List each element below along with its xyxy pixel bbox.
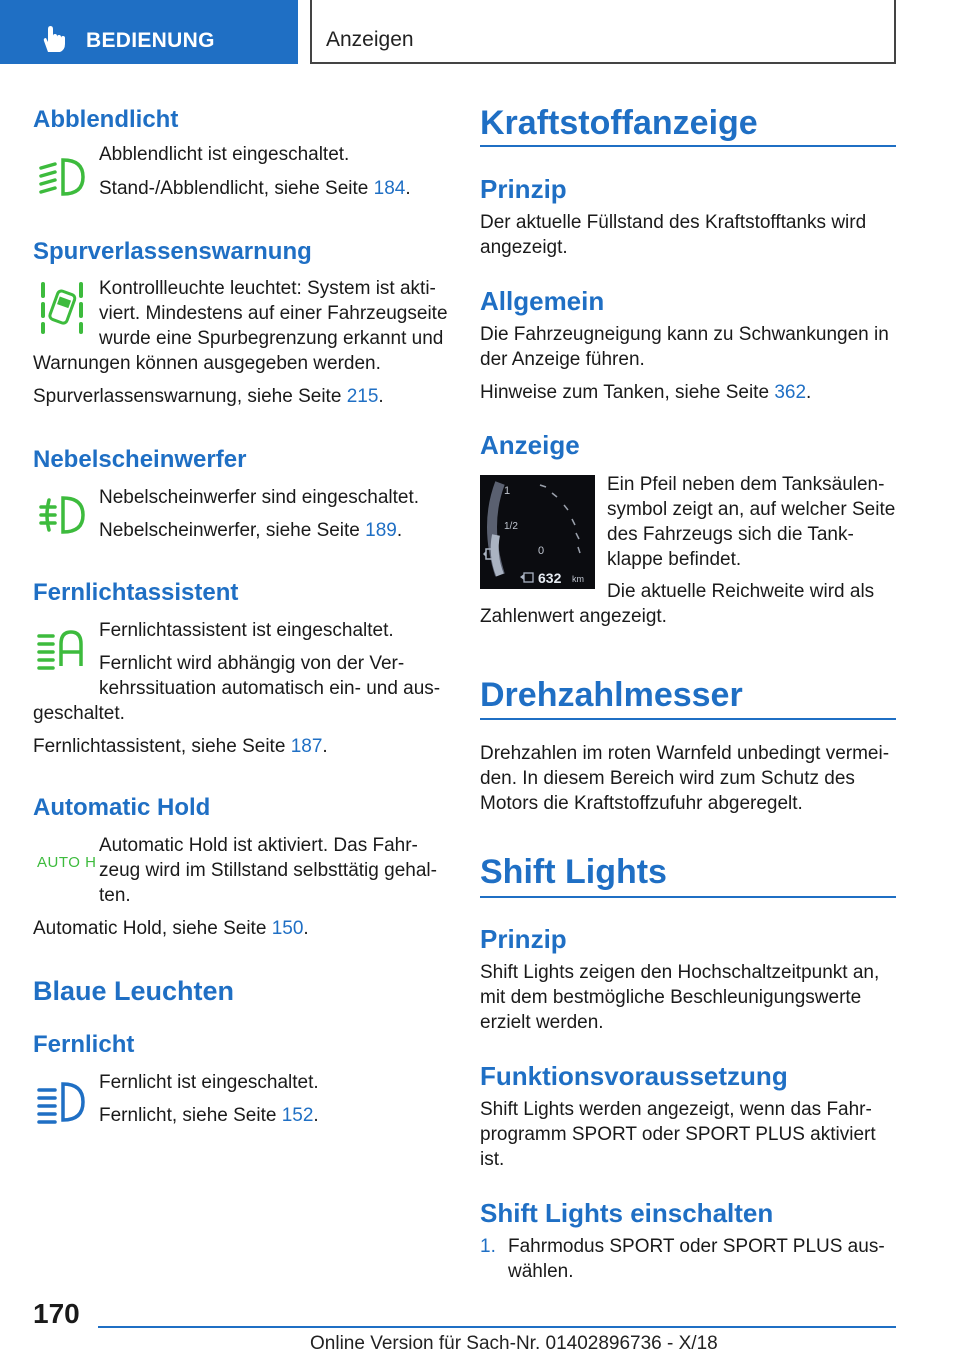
autohold-text-1: Automatic Hold ist aktiviert. Das Fahr- — [99, 835, 418, 856]
allgemein-heading: Allgemein — [480, 286, 605, 316]
shift-lights-heading: Shift Lights — [480, 853, 667, 891]
tanken-ref — [480, 380, 811, 405]
lane-departure-icon — [37, 280, 87, 334]
fuel-gauge-image — [480, 475, 595, 589]
anzeige-text-2: symbol zeigt an, auf welcher Seite — [607, 499, 896, 520]
spurverlassen-text-4: Warnungen können ausgegeben werden. — [33, 353, 381, 374]
ref-end: . — [378, 386, 384, 407]
abblendlicht-ref — [99, 176, 411, 201]
ref-text: Automatic Hold, siehe Seite — [33, 918, 272, 939]
ref-text: Fernlichtassistent, siehe Seite — [33, 736, 291, 757]
allgemein-text-1: Die Fahrzeugneigung kann zu Schwankungen in — [480, 324, 889, 345]
shift-einschalten-heading: Shift Lights einschalten — [480, 1198, 774, 1228]
funktionsvoraussetzung-heading: Funktionsvoraussetzung — [480, 1061, 788, 1091]
funk-text-1: Shift Lights werden angezeigt, wenn das Fahr- — [480, 1099, 872, 1120]
fernlichtassistent-text-1: Fernlichtassistent ist eingeschaltet. — [99, 620, 394, 641]
chapter-label: Anzeigen — [326, 28, 414, 51]
heading-rule — [480, 896, 896, 898]
anzeige-text-4: klappe befindet. — [607, 549, 742, 570]
ref-text: Nebelscheinwerfer, siehe Seite — [99, 520, 366, 541]
nebel-text: Nebelscheinwerfer sind eingeschaltet. — [99, 487, 420, 508]
fernlichtassistent-text-3: kehrssituation automatisch ein- und aus- — [99, 678, 441, 699]
nebel-heading: Nebelscheinwerfer — [33, 446, 247, 473]
anzeige-text-6: Zahlenwert angezeigt. — [480, 606, 667, 627]
anzeige-heading: Anzeige — [480, 430, 580, 460]
chapter-header — [310, 0, 896, 64]
autohold-ref — [33, 916, 309, 941]
auto-hold-icon: AUTO H — [37, 854, 97, 871]
anzeige-text-1: Ein Pfeil neben dem Tanksäulen- — [607, 474, 885, 495]
autohold-text-3: ten. — [99, 885, 131, 906]
fernlichtassistent-ref — [33, 734, 328, 759]
drehzahl-text-2: den. In diesem Bereich wird zum Schutz des — [480, 768, 855, 789]
ref-end: . — [806, 382, 812, 403]
fog-light-icon — [35, 494, 87, 536]
spurverlassen-text-2: viert. Mindestens auf einer Fahrzeugseite — [99, 303, 448, 324]
anzeige-text-5: Die aktuelle Reichweite wird als — [607, 581, 875, 602]
prinzip-text-2: angezeigt. — [480, 237, 568, 258]
ref-end: . — [396, 520, 403, 541]
step-number: 1. — [480, 1236, 496, 1257]
nebel-ref — [99, 518, 402, 543]
footer-version-text: Online Version für Sach-Nr. 01402896736 - X/18 — [310, 1333, 718, 1354]
drehzahl-text-1: Drehzahlen im roten Warnfeld unbedingt vermei- — [480, 743, 890, 764]
spurverlassen-heading: Spurverlassenswarnung — [33, 238, 312, 265]
section-tab[interactable] — [0, 0, 298, 64]
page-link[interactable]: 187 — [290, 736, 323, 757]
step-text-2: wählen. — [508, 1261, 574, 1282]
fernlichtassistent-heading: Fernlichtassistent — [33, 579, 239, 606]
range-value: 632 — [538, 570, 562, 586]
high-beam-assistant-icon — [35, 628, 87, 670]
spurverlassen-text-1: Kontrollleuchte leuchtet: System ist akti- — [99, 278, 436, 299]
page-link[interactable]: 150 — [271, 918, 304, 939]
heading-rule — [480, 718, 896, 720]
ref-end: . — [322, 736, 328, 757]
shift-prinzip-text-2: mit dem bestmögliche Beschleunigungswerte — [480, 987, 862, 1008]
drehzahlmesser-heading: Drehzahlmesser — [480, 676, 743, 714]
autohold-heading: Automatic Hold — [33, 794, 211, 821]
gauge-tick-half: 1/2 — [504, 521, 518, 532]
prinzip-heading: Prinzip — [480, 174, 567, 204]
abblendlicht-heading: Abblendlicht — [33, 106, 179, 133]
section-label: BEDIENUNG — [86, 29, 215, 52]
kraftstoffanzeige-heading: Kraftstoffanzeige — [480, 104, 758, 142]
spurverlassen-text-3: wurde eine Spurbegrenzung erkannt und — [99, 328, 444, 349]
abblendlicht-text: Abblendlicht ist eingeschaltet. — [99, 144, 350, 165]
anzeige-text-3: des Fahrzeugs sich die Tank- — [607, 524, 854, 545]
ref-end: . — [303, 918, 309, 939]
ref-end: . — [405, 178, 411, 199]
range-unit: km — [572, 574, 584, 584]
page-link[interactable]: 189 — [365, 520, 397, 541]
ref-end: . — [313, 1105, 319, 1126]
page-link[interactable]: 215 — [346, 386, 379, 407]
high-beam-icon — [35, 1080, 87, 1124]
gauge-tick-empty: 0 — [538, 545, 545, 557]
fernlicht-heading: Fernlicht — [33, 1031, 135, 1058]
allgemein-text-2: der Anzeige führen. — [480, 349, 645, 370]
ref-text: Spurverlassenswarnung, siehe Seite — [33, 386, 347, 407]
funk-text-2: programm SPORT oder SPORT PLUS aktiviert — [480, 1124, 876, 1145]
shift-prinzip-heading: Prinzip — [480, 924, 567, 954]
funk-text-3: ist. — [480, 1149, 505, 1170]
footer-rule — [98, 1326, 896, 1328]
fernlicht-ref — [99, 1103, 319, 1128]
prinzip-text-1: Der aktuelle Füllstand des Kraftstofftanks wird — [480, 212, 867, 233]
fernlicht-text: Fernlicht ist eingeschaltet. — [99, 1072, 319, 1093]
blaue-leuchten-heading: Blaue Leuchten — [33, 976, 235, 1006]
heading-rule — [480, 145, 896, 147]
ref-text: Fernlicht, siehe Seite — [99, 1105, 282, 1126]
hand-pointer-icon — [38, 24, 68, 54]
step-text-1: Fahrmodus SPORT oder SPORT PLUS aus- — [508, 1236, 885, 1257]
ref-text: Stand-/Abblendlicht, siehe Seite — [99, 178, 374, 199]
shift-prinzip-text-1: Shift Lights zeigen den Hochschaltzeitpunkt an, — [480, 962, 880, 983]
fernlichtassistent-text-2: Fernlicht wird abhängig von der Ver- — [99, 653, 405, 674]
autohold-text-2: zeug wird im Stillstand selbsttätig gehal- — [99, 860, 437, 881]
ref-text: Hinweise zum Tanken, siehe Seite — [480, 382, 775, 403]
page-number: 170 — [33, 1298, 80, 1329]
fernlichtassistent-text-4: geschaltet. — [33, 703, 125, 724]
gauge-tick-full: 1 — [504, 485, 511, 497]
low-beam-icon — [35, 156, 87, 198]
shift-prinzip-text-3: erzielt werden. — [480, 1012, 604, 1033]
drehzahl-text-3: Motors die Kraftstoffzufuhr abgeregelt. — [480, 793, 803, 814]
page-link[interactable]: 152 — [281, 1105, 314, 1126]
page-link[interactable]: 184 — [373, 178, 406, 199]
page-link[interactable]: 362 — [774, 382, 807, 403]
spurverlassen-ref — [33, 384, 384, 409]
